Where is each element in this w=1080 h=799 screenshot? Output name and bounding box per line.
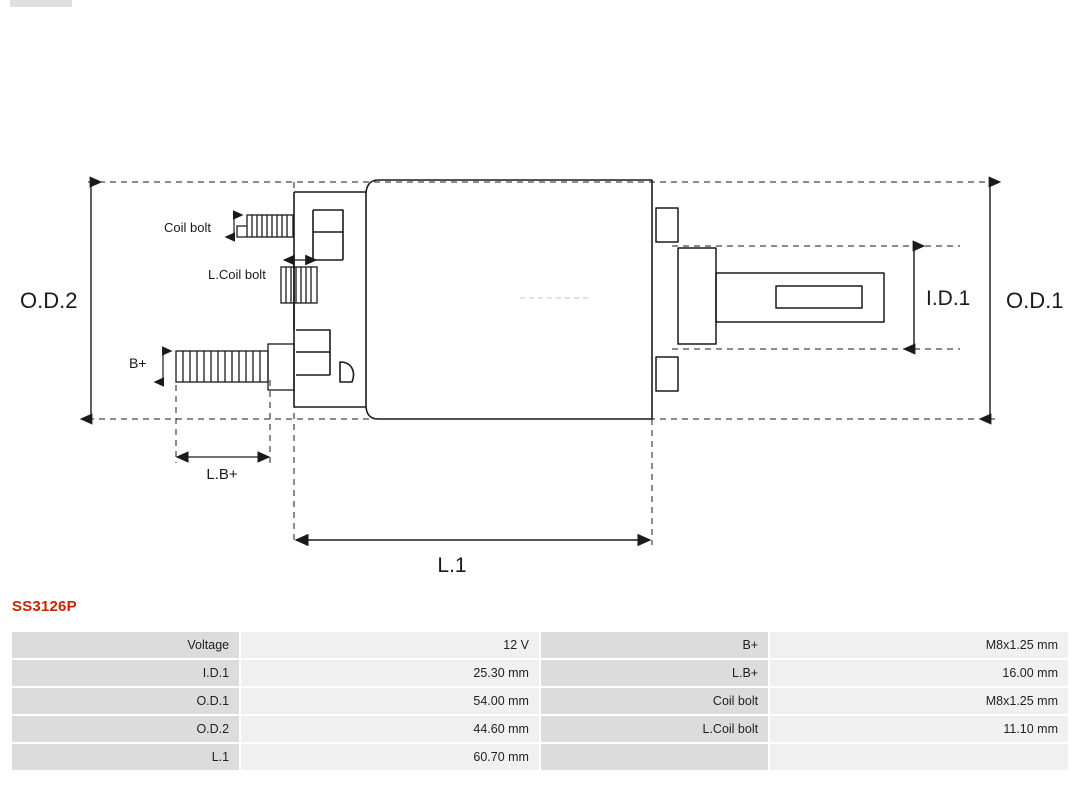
- spec-label: B+: [541, 632, 768, 658]
- spec-value: 16.00 mm: [770, 660, 1068, 686]
- table-row: [12, 688, 1068, 714]
- table-row: [12, 660, 1068, 686]
- spec-label: Voltage: [12, 632, 239, 658]
- dim-label-id1: I.D.1: [926, 287, 971, 310]
- spec-value: 11.10 mm: [770, 716, 1068, 742]
- spec-label: L.Coil bolt: [541, 716, 768, 742]
- spec-label: L.B+: [541, 660, 768, 686]
- table-row: [12, 744, 1068, 770]
- table-row: [12, 716, 1068, 742]
- table-row: [12, 632, 1068, 658]
- spec-value: 44.60 mm: [241, 716, 539, 742]
- spec-value: M8x1.25 mm: [770, 688, 1068, 714]
- spec-label: L.1: [12, 744, 239, 770]
- dim-label-l1: L.1: [437, 554, 467, 577]
- specifications-table: [10, 630, 1070, 772]
- spec-value: M8x1.25 mm: [770, 632, 1068, 658]
- dim-label-bplus: B+: [129, 355, 147, 371]
- spec-value-empty: [770, 744, 1068, 770]
- dim-label-lcoil-bolt: L.Coil bolt: [208, 267, 266, 282]
- spec-value: 54.00 mm: [241, 688, 539, 714]
- spec-label: I.D.1: [12, 660, 239, 686]
- spec-label-empty: [541, 744, 768, 770]
- spec-label: O.D.1: [12, 688, 239, 714]
- spec-value: 25.30 mm: [241, 660, 539, 686]
- spec-label: O.D.2: [12, 716, 239, 742]
- spec-value: 60.70 mm: [241, 744, 539, 770]
- dim-label-od1: O.D.1: [1006, 288, 1064, 313]
- spec-label: Coil bolt: [541, 688, 768, 714]
- spec-value: 12 V: [241, 632, 539, 658]
- dim-label-od2: O.D.2: [20, 288, 78, 313]
- dim-label-coil-bolt: Coil bolt: [164, 220, 211, 235]
- dim-label-lbplus: L.B+: [206, 466, 238, 483]
- part-number: SS3126P: [12, 598, 77, 615]
